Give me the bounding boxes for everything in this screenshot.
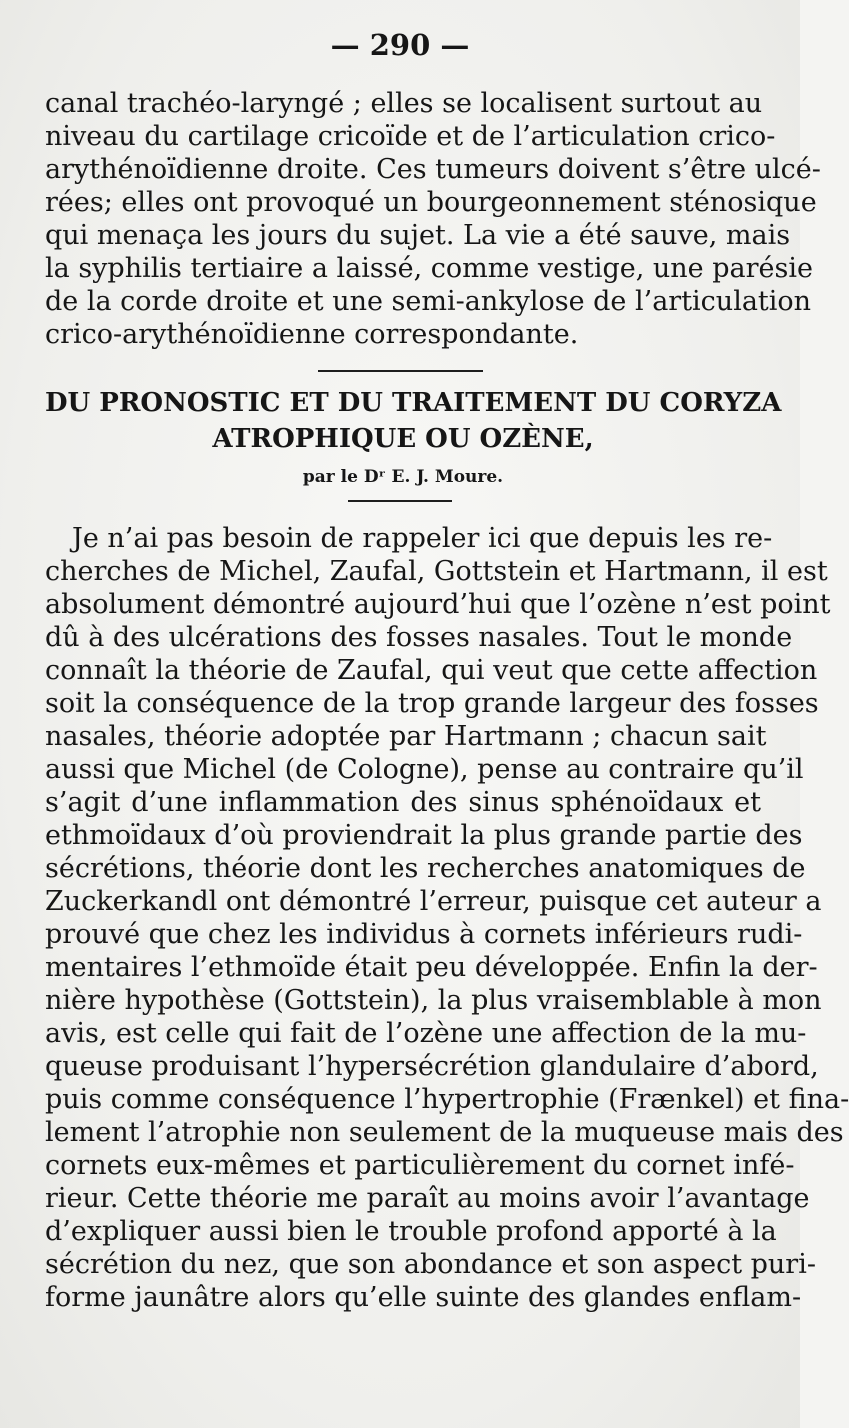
paragraph-continuation xyxy=(45,87,821,351)
text-line: cherches de Michel, Zaufal, Gottstein et Hartmann, il est xyxy=(45,556,828,587)
text-line: puis comme conséquence l’hypertrophie (Frænkel) et fina- xyxy=(45,1084,849,1115)
text-line: prouvé que chez les individus à cornets inférieurs rudi- xyxy=(45,919,803,950)
text-line: mentaires l’ethmoïde était peu développée. Enfin la der- xyxy=(45,952,818,983)
text-line: niveau du cartilage cricoïde et de l’articulation crico- xyxy=(45,121,776,152)
text-line: cornets eux-mêmes et particulièrement du cornet infé- xyxy=(45,1150,795,1181)
text-line: aussi que Michel (de Cologne), pense au contraire qu’il xyxy=(45,754,804,785)
text-line: la syphilis tertiaire a laissé, comme vestige, une parésie xyxy=(45,253,813,284)
article-title-line-2: ATROPHIQUE OU OZÈNE, xyxy=(212,424,594,454)
text-line: d’expliquer aussi bien le trouble profond apporté à la xyxy=(45,1216,777,1247)
text-line: arythénoïdienne droite. Ces tumeurs doivent s’être ulcé- xyxy=(45,154,821,185)
article-byline: par le Dʳ E. J. Moure. xyxy=(302,467,504,487)
text-line: crico-arythénoïdienne correspondante. xyxy=(45,319,579,350)
text-line: connaît la théorie de Zaufal, qui veut que cette affection xyxy=(45,655,818,686)
text-line: nasales, théorie adoptée par Hartmann ; chacun sait xyxy=(45,721,767,752)
text-line: queuse produisant l’hypersécrétion glandulaire d’abord, xyxy=(45,1051,819,1082)
text-line: ethmoïdaux d’où proviendrait la plus grande partie des xyxy=(45,820,803,851)
text-line: nière hypothèse (Gottstein), la plus vraisemblable à mon xyxy=(45,985,822,1016)
text-line: rieur. Cette théorie me paraît au moins avoir l’avantage xyxy=(45,1183,810,1214)
text-line: lement l’atrophie non seulement de la muqueuse mais des xyxy=(45,1117,844,1148)
page-number: — 290 — xyxy=(330,28,470,62)
text-line: forme jaunâtre alors qu’elle suinte des glandes enflam- xyxy=(45,1282,802,1313)
text-line: dû à des ulcérations des fosses nasales. Tout le monde xyxy=(45,622,793,653)
text-line: soit la conséquence de la trop grande largeur des fosses xyxy=(45,688,819,719)
article-paragraph xyxy=(45,522,849,1314)
title-underline-rule xyxy=(348,500,452,502)
text-line: sécrétion du nez, que son abondance et son aspect puri- xyxy=(45,1249,816,1280)
article-title-line-1: DU PRONOSTIC ET DU TRAITEMENT DU CORYZA xyxy=(45,388,782,418)
text-line: de la corde droite et une semi-ankylose de l’articulation xyxy=(45,286,812,317)
text-line: Je n’ai pas besoin de rappeler ici que depuis les re- xyxy=(72,523,773,554)
text-line: sécrétions, théorie dont les recherches anatomiques de xyxy=(45,853,806,884)
text-line: Zuckerkandl ont démontré l’erreur, puisque cet auteur a xyxy=(45,886,822,917)
text-line: s’agit d’une inflammation des sinus sphénoïdaux et xyxy=(45,787,761,818)
text-line: canal trachéo-laryngé ; elles se localisent surtout au xyxy=(45,88,763,119)
text-line: rées; elles ont provoqué un bourgeonnement sténosique xyxy=(45,187,817,218)
text-line: qui menaça les jours du sujet. La vie a été sauve, mais xyxy=(45,220,791,251)
section-divider xyxy=(318,370,483,372)
text-line: avis, est celle qui fait de l’ozène une affection de la mu- xyxy=(45,1018,807,1049)
text-line: absolument démontré aujourd’hui que l’ozène n’est point xyxy=(45,589,831,620)
